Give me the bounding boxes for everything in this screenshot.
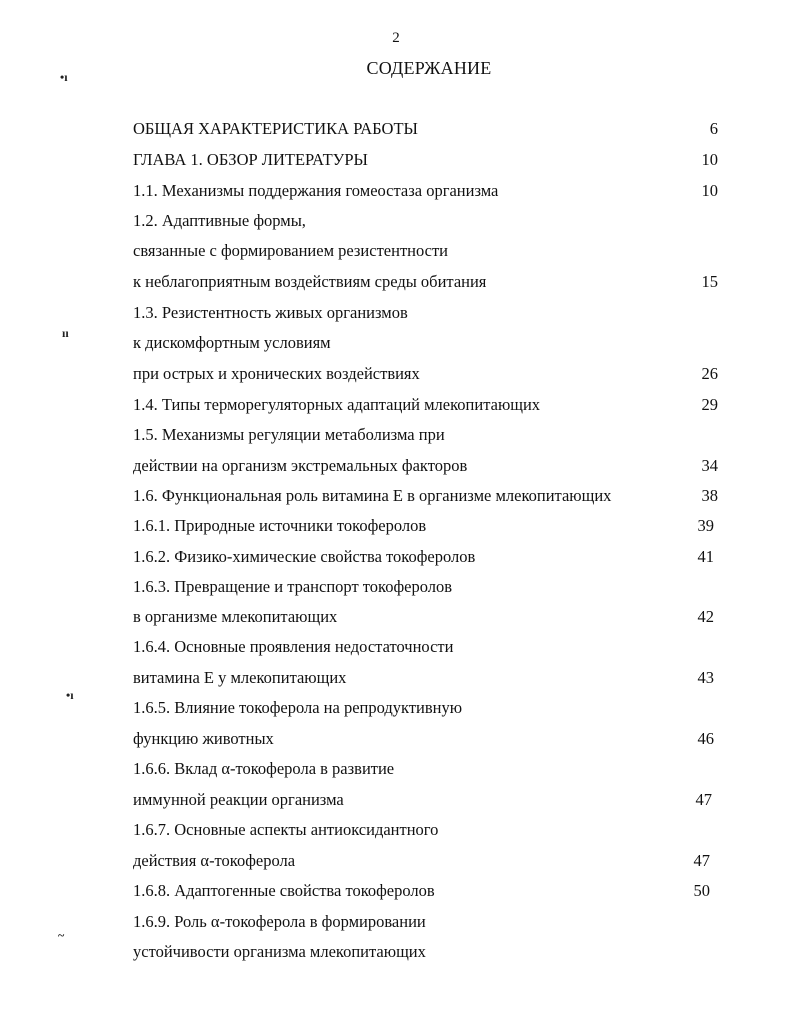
toc-entry-title: ГЛАВА 1. ОБЗОР ЛИТЕРАТУРЫ [133,150,368,169]
toc-entry-title: в организме млекопитающих [133,607,338,626]
toc-entry-title: 1.3. Резистентность живых организмов [133,303,408,322]
toc-entry-title: 1.6.7. Основные аспекты антиоксидантного [133,820,439,839]
toc-entry-title: 1.6. Функциональная роль витамина Е в организме млекопитающих [133,486,612,505]
toc-entry-page: 47 [693,851,710,870]
toc-entry [133,910,733,934]
toc-entry [133,545,733,569]
toc-entry [133,879,733,903]
toc-entry [133,484,733,508]
toc-entry [133,270,733,294]
toc-entry-title: 1.6.5. Влияние токоферола на репродуктивную [133,698,463,717]
toc-entry-title: 1.2. Адаптивные формы, [133,211,306,230]
toc-entry-title: 1.4. Типы терморегуляторных адаптаций млекопитающих [133,395,541,414]
toc-entry-page: 34 [701,456,718,475]
toc-entry [133,423,733,447]
toc-entry-title: 1.6.2. Физико-химические свойства токоферолов [133,547,476,566]
toc-entry-page: 6 [709,119,718,138]
toc-entry [133,179,733,203]
binding-hole-mark: ıı [62,326,69,340]
toc-entry-title: витамина Е у млекопитающих [133,668,347,687]
toc-entry [133,148,733,172]
toc-entry-page: 43 [697,668,714,687]
toc-entry [133,696,733,720]
toc-entry [133,209,733,233]
toc-entry [133,514,733,538]
toc-entry-page: 50 [693,881,710,900]
toc-entry [133,788,733,812]
toc-entry-title: 1.6.1. Природные источники токоферолов [133,516,427,535]
toc-entry-title: 1.1. Механизмы поддержания гомеостаза организма [133,181,499,200]
toc-entry-page: 15 [701,272,718,291]
toc-entry [133,605,733,629]
toc-entry [133,117,733,141]
toc-entry-title: устойчивости организма млекопитающих [133,942,426,961]
toc-entry [133,331,733,355]
toc-entry [133,727,733,751]
toc-entry-title: к дискомфортным условиям [133,333,331,352]
toc-entry [133,757,733,781]
toc-entry-title: ОБЩАЯ ХАРАКТЕРИСТИКА РАБОТЫ [133,119,418,138]
toc-entry-title: иммунной реакции организма [133,790,344,809]
toc-entry-title: 1.6.4. Основные проявления недостаточности [133,637,454,656]
toc-entry-page: 42 [697,607,714,626]
toc-entry-page: 38 [701,486,718,505]
toc-entry-title: действия α-токоферола [133,851,296,870]
toc-entry-page: 29 [701,395,718,414]
binding-hole-mark: ~ [58,928,65,942]
page-title: СОДЕРЖАНИЕ [366,58,492,78]
toc-entry [133,575,733,599]
toc-entry-page: 39 [697,516,714,535]
toc-entry [133,393,733,417]
binding-hole-mark: •ı [60,70,68,84]
page-number: 2 [392,30,400,46]
toc-entry-title: к неблагоприятным воздействиям среды обитания [133,272,487,291]
toc-entry-title: функцию животных [133,729,274,748]
toc-entry-page: 10 [701,181,718,200]
toc-entry-page: 41 [697,547,714,566]
toc-entry-title: 1.5. Механизмы регуляции метаболизма при [133,425,445,444]
toc-entry-page: 47 [695,790,712,809]
toc-entry [133,666,733,690]
toc-entry-page: 26 [701,364,718,383]
toc-entry-page: 46 [697,729,714,748]
binding-hole-mark: •ı [66,688,74,702]
toc-entry-title: 1.6.8. Адаптогенные свойства токоферолов [133,881,435,900]
toc-entry [133,454,733,478]
toc-entry-title: связанные с формированием резистентности [133,241,449,260]
toc-entry-title: 1.6.9. Роль α-токоферола в формировании [133,912,426,931]
toc-entry [133,362,733,386]
toc-entry-title: 1.6.3. Превращение и транспорт токоферолов [133,577,453,596]
toc-entry [133,849,733,873]
toc-entry [133,940,733,964]
toc-entry [133,239,733,263]
toc-entry-title: 1.6.6. Вклад α-токоферола в развитие [133,759,395,778]
toc-entry-title: при острых и хронических воздействиях [133,364,420,383]
toc-entry [133,635,733,659]
toc-entry-title: действии на организм экстремальных факторов [133,456,468,475]
toc-entry [133,818,733,842]
toc-entry-page: 10 [701,150,718,169]
toc-entry [133,301,733,325]
